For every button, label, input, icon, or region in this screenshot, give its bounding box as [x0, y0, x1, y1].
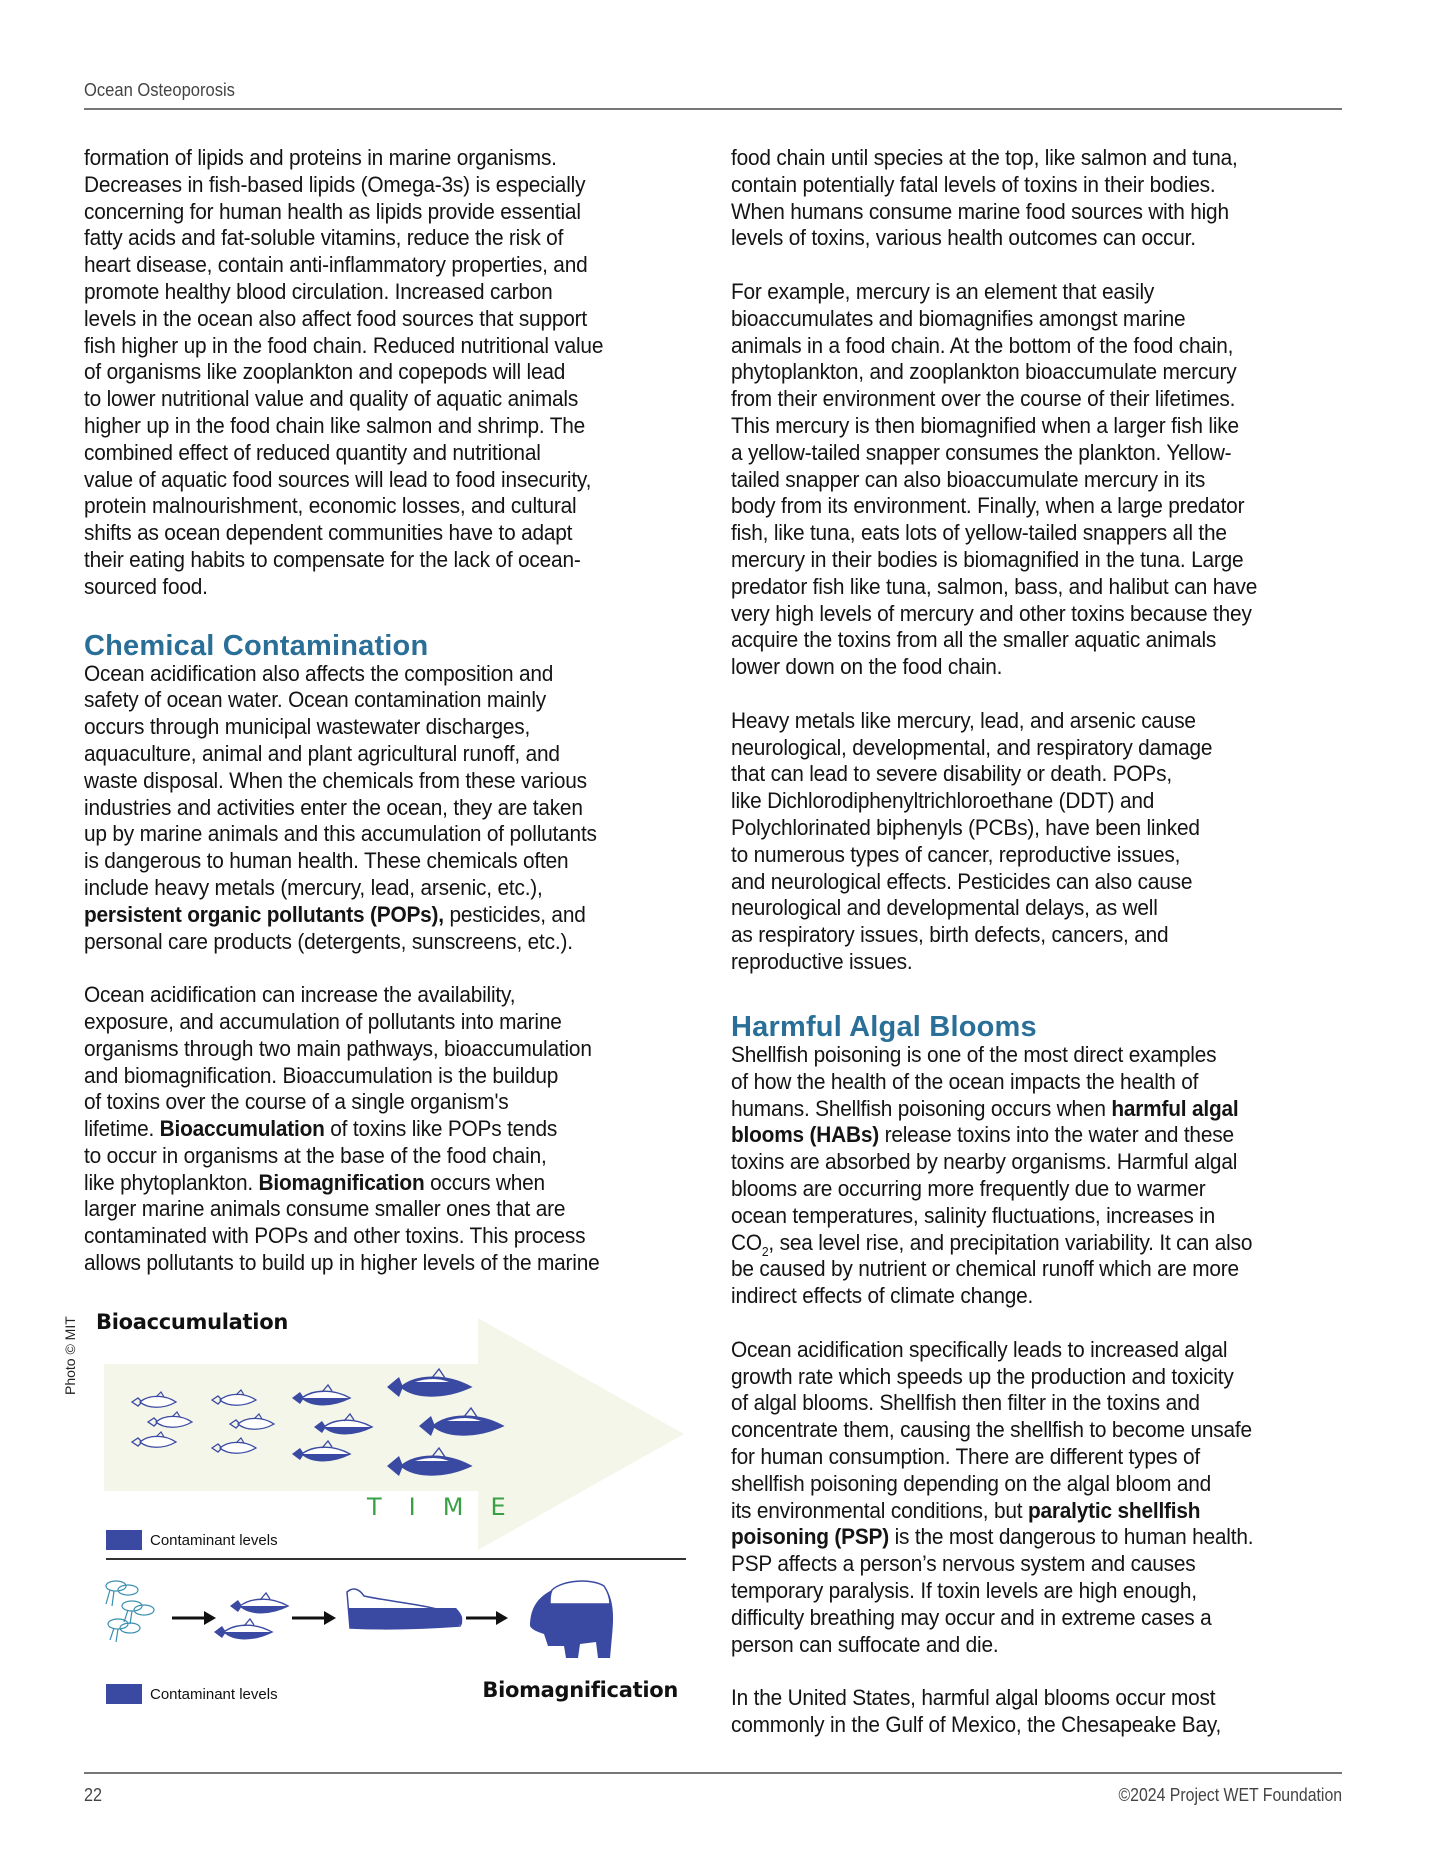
text-line: phytoplankton, and zooplankton bioaccumulate mercury	[731, 359, 1237, 385]
bold-term-pops: persistent organic pollutants (POPs),	[84, 901, 444, 927]
text-line	[84, 1170, 642, 1197]
text-line: person can suffocate and die.	[731, 1631, 999, 1657]
text-line: to lower nutritional value and quality of aquatic animals	[84, 386, 579, 412]
text-run: is the most dangerous to human health.	[889, 1524, 1254, 1550]
text-line: of organisms like zooplankton and copepods will lead	[84, 359, 566, 385]
text-line: shifts as ocean dependent communities have to adapt	[84, 520, 573, 546]
right-column-bottom	[731, 1010, 1351, 1739]
text-line: waste disposal. When the chemicals from these various	[84, 767, 587, 793]
text-line: of algal blooms. Shellfish then filter in the toxins and	[731, 1390, 1200, 1416]
intro-paragraph	[84, 145, 684, 601]
copyright-notice: ©2024 Project WET Foundation	[1118, 1785, 1342, 1805]
right-paragraph-1	[731, 145, 1351, 252]
contaminant-swatch	[106, 1684, 142, 1704]
text-line: and neurological effects. Pesticides can also cause	[731, 868, 1193, 894]
text-line: exposure, and accumulation of pollutants into marine	[84, 1008, 562, 1034]
text-line: very high levels of mercury and other toxins because they	[731, 600, 1252, 626]
chemical-contamination-paragraph-1	[84, 661, 684, 956]
text-line: personal care products (detergents, sunscreens, etc.).	[84, 928, 573, 954]
text-run: like phytoplankton.	[84, 1169, 259, 1195]
text-line: bioaccumulates and biomagnifies amongst marine	[731, 305, 1186, 331]
text-line: Polychlorinated biphenyls (PCBs), have been linked	[731, 814, 1200, 840]
page-number: 22	[84, 1785, 103, 1805]
right-column-top	[731, 145, 1351, 976]
text-line: body from its environment. Finally, when a large predator	[731, 493, 1245, 519]
text-run: of toxins like POPs tends	[324, 1116, 558, 1142]
text-line: promote healthy blood circulation. Increased carbon	[84, 278, 553, 304]
legend-contaminant-levels-2	[106, 1684, 278, 1704]
section-heading-harmful-algal-blooms: Harmful Algal Blooms	[731, 1011, 1037, 1043]
text-line: to numerous types of cancer, reproductive issues,	[731, 841, 1181, 867]
legend-contaminant-levels-1	[106, 1530, 278, 1550]
time-axis-label: TIME	[367, 1493, 533, 1521]
text-line: Shellfish poisoning is one of the most direct examples	[731, 1042, 1217, 1067]
text-line: occurs through municipal wastewater discharges,	[84, 714, 531, 740]
text-line: mercury in their bodies is biomagnified in the tuna. Large	[731, 546, 1244, 572]
text-line: combined effect of reduced quantity and nutritional	[84, 439, 541, 465]
polar-bear-icon	[530, 1581, 613, 1658]
text-run: its environmental conditions, but	[731, 1497, 1028, 1523]
text-line: levels of toxins, various health outcomes can occur.	[731, 225, 1196, 251]
text-line: their eating habits to compensate for the lack of ocean-	[84, 546, 581, 572]
text-line: Ocean acidification specifically leads to increased algal	[731, 1336, 1228, 1362]
text-line: value of aquatic food sources will lead to food insecurity,	[84, 466, 592, 492]
text-run: humans. Shellfish poisoning occurs when	[731, 1095, 1112, 1121]
text-line: formation of lipids and proteins in marine organisms.	[84, 145, 557, 170]
text-line: include heavy metals (mercury, lead, arsenic, etc.),	[84, 874, 543, 900]
text-line: like Dichlorodiphenyltrichloroethane (DDT) and	[731, 788, 1155, 814]
text-line: heart disease, contain anti-inflammatory properties, and	[84, 252, 588, 278]
text-line: tailed snapper can also bioaccumulate mercury in its	[731, 466, 1206, 492]
right-paragraph-heavy-metals	[731, 708, 1351, 976]
chemical-contamination-paragraph-2	[84, 982, 684, 1277]
text-line: For example, mercury is an element that easily	[731, 278, 1155, 304]
text-line: blooms are occurring more frequently due to warmer	[731, 1175, 1206, 1201]
text-line: animals in a food chain. At the bottom of the food chain,	[731, 332, 1234, 358]
biomagnification-chain	[92, 1566, 692, 1676]
arrow-right-icon	[172, 1611, 216, 1625]
text-line: concerning for human health as lipids provide essential	[84, 198, 581, 224]
contaminant-swatch	[106, 1530, 142, 1550]
text-line: commonly in the Gulf of Mexico, the Chesapeake Bay,	[731, 1711, 1222, 1737]
bold-term-habs-cont: blooms (HABs)	[731, 1122, 879, 1148]
text-line: of how the health of the ocean impacts the health of	[731, 1068, 1199, 1094]
zooplankton-icon	[106, 1581, 154, 1642]
text-run: occurs when	[424, 1169, 545, 1195]
text-line: fish, like tuna, eats lots of yellow-tailed snappers all the	[731, 520, 1227, 546]
bioaccumulation-biomagnification-figure	[92, 1300, 692, 1710]
text-line	[731, 1122, 1308, 1149]
text-line: contain potentially fatal levels of toxins in their bodies.	[731, 171, 1216, 197]
text-line: safety of ocean water. Ocean contamination mainly	[84, 687, 546, 713]
text-line: In the United States, harmful algal blooms occur most	[731, 1685, 1216, 1711]
bold-term-psp-cont: poisoning (PSP)	[731, 1524, 890, 1550]
habs-paragraph-3	[731, 1685, 1351, 1739]
text-line: up by marine animals and this accumulation of pollutants	[84, 821, 597, 847]
text-line: difficulty breathing may occur and in extreme cases a	[731, 1604, 1212, 1630]
text-line: reproductive issues.	[731, 948, 913, 974]
text-line: aquaculture, animal and plant agricultural runoff, and	[84, 740, 560, 766]
text-line: Heavy metals like mercury, lead, and arsenic cause	[731, 707, 1196, 733]
text-line: as respiratory issues, birth defects, cancers, and	[731, 922, 1169, 948]
text-line: for human consumption. There are different types of	[731, 1443, 1200, 1469]
text-line: concentrate them, causing the shellfish to become unsafe	[731, 1417, 1252, 1443]
text-line: contaminated with POPs and other toxins. This process	[84, 1223, 586, 1249]
text-line: be caused by nutrient or chemical runoff which are more	[731, 1256, 1239, 1282]
text-run: release toxins into the water and these	[878, 1122, 1234, 1148]
text-line: industries and activities enter the ocean, they are taken	[84, 794, 583, 820]
text-line: a yellow-tailed snapper consumes the plankton. Yellow-	[731, 439, 1232, 465]
text-line: growth rate which speeds up the production and toxicity	[731, 1363, 1234, 1389]
text-line	[731, 1230, 1308, 1257]
text-line: allows pollutants to build up in higher levels of the marine	[84, 1250, 600, 1276]
text-line: of toxins over the course of a single organism's	[84, 1089, 509, 1115]
section-heading-chemical-contamination: Chemical Contamination	[84, 629, 429, 662]
text-line: fatty acids and fat-soluble vitamins, reduce the risk of	[84, 225, 564, 251]
text-line: sourced food.	[84, 573, 208, 599]
text-line: that can lead to severe disability or death. POPs,	[731, 761, 1172, 787]
text-line: shellfish poisoning depending on the algal bloom and	[731, 1470, 1212, 1496]
text-line	[731, 1096, 1308, 1123]
time-arrow-diagram	[92, 1300, 692, 1560]
photo-credit: Photo © MIT	[62, 1316, 78, 1395]
biomagnification-title: Biomagnification	[482, 1678, 678, 1702]
text-line: acquire the toxins from all the smaller aquatic animals	[731, 627, 1217, 653]
bold-term-habs: harmful algal	[1111, 1095, 1239, 1121]
subscript: 2	[761, 1243, 769, 1259]
text-line: temporary paralysis. If toxin levels are high enough,	[731, 1577, 1197, 1603]
text-line: organisms through two main pathways, bioaccumulation	[84, 1035, 592, 1061]
text-line: toxins are absorbed by nearby organisms. Harmful algal	[731, 1149, 1238, 1175]
footer-rule	[84, 1772, 1342, 1774]
text-run: lifetime.	[84, 1116, 160, 1142]
arrow-right-icon	[466, 1611, 508, 1625]
text-line: from their environment over the course of their lifetimes.	[731, 386, 1236, 412]
arrow-right-icon	[292, 1611, 336, 1625]
text-line: Ocean acidification also affects the composition and	[84, 660, 554, 686]
text-line: higher up in the food chain like salmon and shrimp. The	[84, 412, 586, 438]
habs-paragraph-2	[731, 1337, 1351, 1659]
habs-paragraph-1	[731, 1042, 1351, 1310]
bioaccumulation-title: Bioaccumulation	[96, 1310, 288, 1334]
header-rule	[84, 108, 1342, 110]
text-run: CO	[731, 1229, 762, 1255]
text-line: neurological and developmental delays, as well	[731, 895, 1158, 921]
text-line: to occur in organisms at the base of the food chain,	[84, 1142, 547, 1168]
text-line: neurological, developmental, and respiratory damage	[731, 734, 1213, 760]
text-line: lower down on the food chain.	[731, 654, 1003, 680]
text-run: , sea level rise, and precipitation variability. It can also	[768, 1229, 1253, 1255]
text-run: pesticides, and	[443, 901, 586, 927]
right-paragraph-mercury	[731, 279, 1351, 681]
text-line: ocean temperatures, salinity fluctuations, increases in	[731, 1202, 1216, 1228]
text-line: levels in the ocean also affect food sources that support	[84, 305, 587, 331]
text-line: protein malnourishment, economic losses, and cultural	[84, 493, 577, 519]
text-line	[731, 1498, 1308, 1525]
seal-icon	[347, 1589, 462, 1629]
left-column	[84, 145, 684, 1277]
text-line	[84, 902, 642, 929]
text-line: fish higher up in the food chain. Reduced nutritional value	[84, 332, 604, 358]
bold-term-psp: paralytic shellfish	[1027, 1497, 1201, 1523]
text-line: food chain until species at the top, like salmon and tuna,	[731, 145, 1238, 170]
legend-label: Contaminant levels	[150, 1531, 278, 1549]
text-line: Decreases in fish-based lipids (Omega-3s) is especially	[84, 171, 586, 197]
bold-term-biomagnification: Biomagnification	[258, 1169, 425, 1195]
text-line: Ocean acidification can increase the availability,	[84, 982, 516, 1008]
text-line: This mercury is then biomagnified when a larger fish like	[731, 412, 1239, 438]
legend-label: Contaminant levels	[150, 1685, 278, 1703]
text-line: indirect effects of climate change.	[731, 1283, 1034, 1309]
bold-term-bioaccumulation: Bioaccumulation	[159, 1116, 325, 1142]
running-header-title: Ocean Osteoporosis	[84, 80, 235, 100]
text-line: and biomagnification. Bioaccumulation is the buildup	[84, 1062, 559, 1088]
text-line: larger marine animals consume smaller ones that are	[84, 1196, 566, 1222]
small-fish-icon	[214, 1593, 288, 1639]
text-line: predator fish like tuna, salmon, bass, and halibut can have	[731, 573, 1258, 599]
text-line: When humans consume marine food sources with high	[731, 198, 1229, 224]
text-line	[84, 1116, 642, 1143]
text-line: PSP affects a person’s nervous system and causes	[731, 1551, 1196, 1577]
figure-divider	[106, 1558, 686, 1560]
text-line	[731, 1524, 1308, 1551]
text-line: is dangerous to human health. These chemicals often	[84, 848, 569, 874]
